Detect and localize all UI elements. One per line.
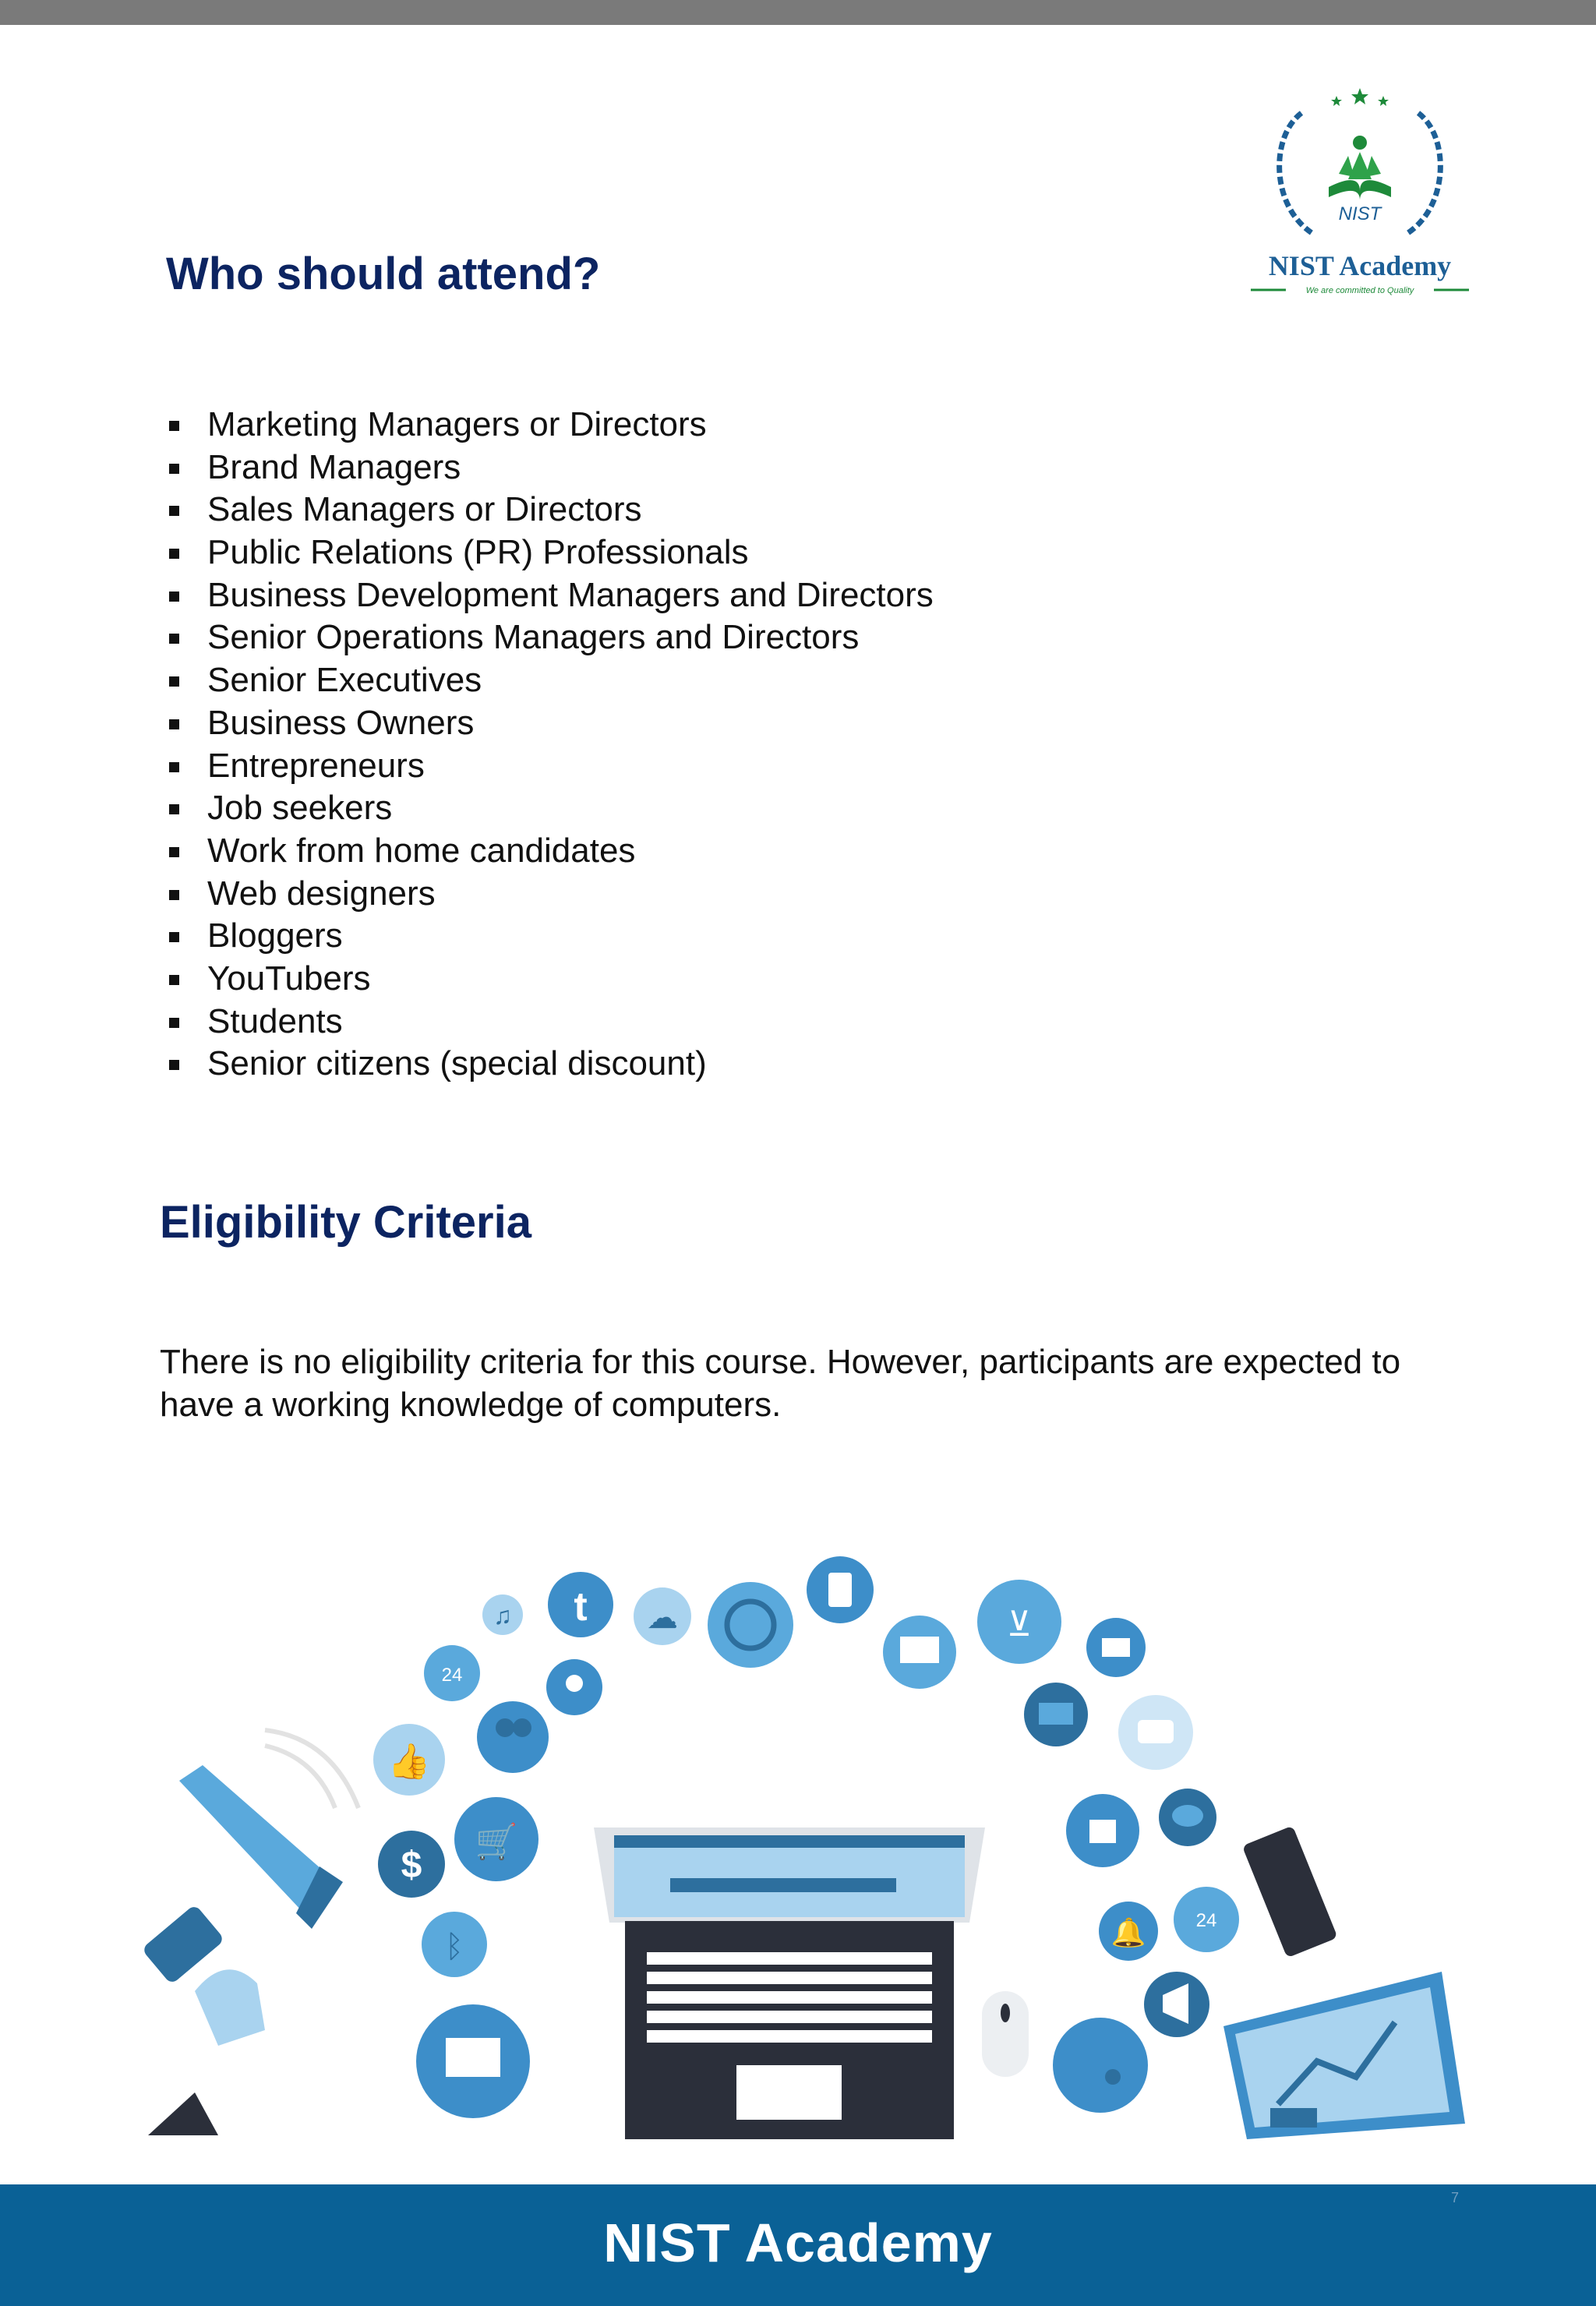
eligibility-text: There is no eligibility criteria for this course. However, participants are expected to have a working knowledge of computers. bbox=[160, 1343, 1401, 1424]
list-item-label: Job seekers bbox=[207, 789, 393, 828]
list-item-label: Entrepreneurs bbox=[207, 746, 425, 785]
thumbs-up-icon bbox=[373, 1724, 445, 1796]
list-item bbox=[164, 404, 934, 447]
list-item-label: Senior Executives bbox=[207, 661, 482, 700]
page-number: 7 bbox=[1451, 2190, 1460, 2205]
svg-text:🛒: 🛒 bbox=[475, 1823, 518, 1861]
list-item bbox=[164, 745, 934, 788]
support-24-icon bbox=[424, 1645, 480, 1701]
list-item bbox=[164, 1043, 934, 1086]
square-bullet-icon bbox=[169, 421, 179, 431]
location-icon bbox=[546, 1659, 602, 1715]
list-item bbox=[164, 489, 934, 531]
svg-text:We are committed to Quality: We are committed to Quality bbox=[1305, 286, 1414, 295]
square-bullet-icon bbox=[169, 719, 179, 729]
stars-icon bbox=[1331, 88, 1389, 106]
square-bullet-icon bbox=[169, 762, 179, 772]
list-item-label: Public Relations (PR) Professionals bbox=[207, 533, 749, 572]
square-bullet-icon bbox=[169, 506, 179, 516]
book-emblem-icon bbox=[1329, 136, 1391, 200]
list-item bbox=[164, 659, 934, 702]
square-bullet-icon bbox=[169, 1018, 179, 1028]
square-bullet-icon bbox=[169, 592, 179, 602]
square-bullet-icon bbox=[169, 847, 179, 857]
list-item bbox=[164, 702, 934, 745]
top-bar bbox=[0, 0, 1596, 25]
square-bullet-icon bbox=[169, 1060, 179, 1070]
list-item bbox=[164, 1001, 934, 1044]
svg-text:NIST: NIST bbox=[1338, 203, 1382, 224]
square-bullet-icon bbox=[169, 975, 179, 985]
list-item bbox=[164, 830, 934, 873]
dollar-icon bbox=[378, 1831, 445, 1898]
svg-text:NIST Academy: NIST Academy bbox=[1268, 250, 1452, 281]
list-item-label: Students bbox=[207, 1001, 343, 1040]
list-item bbox=[164, 915, 934, 958]
square-bullet-icon bbox=[169, 804, 179, 814]
presentation-icon bbox=[1024, 1683, 1088, 1746]
square-bullet-icon bbox=[169, 932, 179, 942]
wifi-icon bbox=[1053, 2018, 1148, 2113]
monitor-icon bbox=[883, 1616, 956, 1689]
svg-text:$: $ bbox=[401, 1845, 422, 1886]
tablet-chart-icon bbox=[1223, 1972, 1465, 2139]
list-item-label: YouTubers bbox=[207, 959, 371, 998]
square-bullet-icon bbox=[169, 890, 179, 900]
mouse-icon bbox=[982, 1991, 1029, 2077]
twitter-icon bbox=[548, 1572, 613, 1637]
megaphone-small-icon bbox=[1144, 1972, 1209, 2037]
list-item bbox=[164, 958, 934, 1001]
music-icon bbox=[482, 1594, 523, 1635]
basket-icon bbox=[977, 1580, 1061, 1664]
list-item-label: Marketing Managers or Directors bbox=[207, 405, 707, 443]
list-item bbox=[164, 574, 934, 617]
square-bullet-icon bbox=[169, 464, 179, 474]
list-item-label: Brand Managers bbox=[207, 447, 461, 486]
list-item bbox=[164, 787, 934, 830]
list-item-label: Web designers bbox=[207, 874, 436, 913]
phone-icon bbox=[1242, 1825, 1338, 1958]
svg-text:⊻: ⊻ bbox=[1006, 1605, 1033, 1644]
svg-text:🔔: 🔔 bbox=[1110, 1916, 1146, 1948]
bluetooth-icon bbox=[422, 1912, 487, 1977]
svg-text:24: 24 bbox=[441, 1665, 463, 1686]
list-item bbox=[164, 873, 934, 916]
chat-icon bbox=[1118, 1695, 1193, 1770]
square-bullet-icon bbox=[169, 676, 179, 687]
list-item-label: Senior citizens (special discount) bbox=[207, 1044, 707, 1083]
support-24-icon bbox=[1174, 1887, 1239, 1952]
gift-icon bbox=[1066, 1794, 1139, 1867]
svg-text:👍: 👍 bbox=[387, 1743, 431, 1781]
list-item-label: Senior Operations Managers and Directors bbox=[207, 618, 860, 657]
list-item bbox=[164, 447, 934, 489]
comment-icon bbox=[1159, 1789, 1216, 1846]
list-item bbox=[164, 531, 934, 574]
bell-icon bbox=[1099, 1902, 1158, 1961]
list-item-label: Business Development Managers and Directors bbox=[207, 575, 934, 614]
group-icon bbox=[477, 1701, 549, 1773]
svg-text:24: 24 bbox=[1195, 1910, 1217, 1931]
list-item-label: Work from home candidates bbox=[207, 831, 636, 870]
nist-academy-logo bbox=[1239, 82, 1481, 308]
laptop-icon bbox=[594, 1827, 985, 2139]
svg-text:♫: ♫ bbox=[493, 1601, 512, 1630]
list-item-label: Sales Managers or Directors bbox=[207, 490, 642, 529]
digital-marketing-illustration bbox=[132, 1547, 1473, 2139]
svg-text:ᛒ: ᛒ bbox=[445, 1930, 464, 1964]
attendee-list bbox=[164, 404, 934, 1086]
list-item-label: Bloggers bbox=[207, 916, 343, 955]
list-item-label: Business Owners bbox=[207, 703, 475, 742]
svg-text:☁: ☁ bbox=[647, 1601, 678, 1635]
calculator-icon bbox=[807, 1556, 874, 1623]
megaphone-hand-icon bbox=[141, 1765, 343, 2135]
who-should-attend-heading: Who should attend? bbox=[166, 249, 601, 299]
square-bullet-icon bbox=[169, 634, 179, 644]
square-bullet-icon bbox=[169, 549, 179, 559]
touch-screen-icon bbox=[416, 2004, 530, 2118]
cart-icon bbox=[454, 1797, 538, 1881]
eligibility-heading: Eligibility Criteria bbox=[160, 1197, 531, 1248]
cloud-upload-icon bbox=[634, 1587, 691, 1645]
footer-title: NIST Academy bbox=[603, 2212, 993, 2273]
whatsapp-icon bbox=[708, 1582, 793, 1668]
list-item bbox=[164, 616, 934, 659]
svg-text:t: t bbox=[574, 1584, 588, 1630]
mail-icon bbox=[1086, 1618, 1146, 1677]
